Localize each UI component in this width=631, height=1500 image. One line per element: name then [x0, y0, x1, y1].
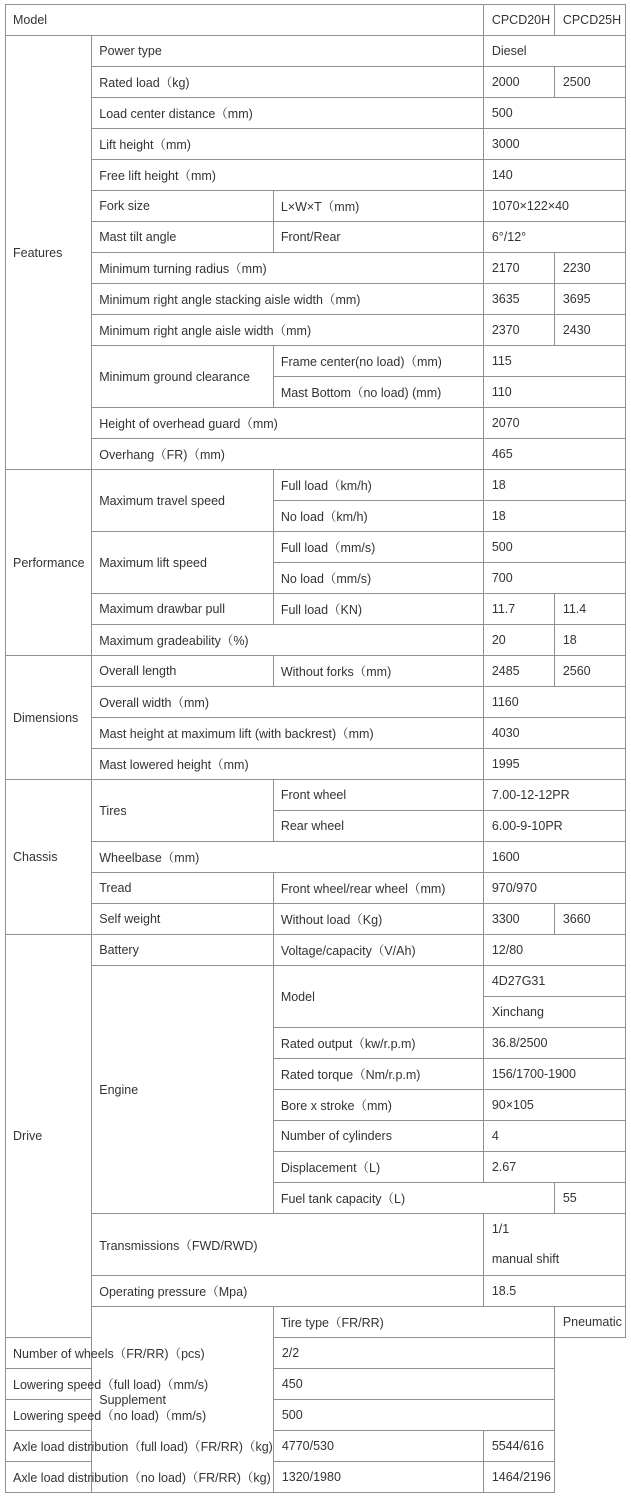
- spec-value: 156/1700-1900: [483, 1059, 625, 1090]
- spec-label: Maximum drawbar pull: [92, 594, 274, 625]
- table-row: [6, 315, 626, 346]
- spec-label: Maximum lift speed: [92, 532, 274, 594]
- spec-sublabel: Frame center(no load)（mm): [273, 346, 483, 377]
- table-row: [6, 1276, 626, 1307]
- spec-value: 1160: [483, 687, 625, 718]
- spec-label: Battery: [92, 935, 274, 966]
- table-row: [6, 966, 626, 997]
- spec-label: Maximum gradeability（%): [92, 625, 484, 656]
- spec-sublabel: No load（mm/s): [273, 563, 483, 594]
- spec-label: Free lift height（mm): [92, 160, 484, 191]
- group-dimensions: Dimensions: [6, 656, 92, 780]
- table-row: [6, 625, 626, 656]
- spec-label: Transmissions（FWD/RWD): [92, 1214, 484, 1276]
- spec-label: Lowering speed（full load)（mm/s): [6, 1369, 274, 1400]
- spec-label: Overall length: [92, 656, 274, 687]
- spec-sublabel: Number of cylinders: [273, 1121, 483, 1152]
- spec-value: 4D27G31: [483, 966, 625, 997]
- spec-value: 5544/616: [483, 1431, 554, 1462]
- spec-value: 6°/12°: [483, 222, 625, 253]
- spec-sublabel: Mast Bottom（no load) (mm): [273, 377, 483, 408]
- spec-value: 4: [483, 1121, 625, 1152]
- table-row: [6, 160, 626, 191]
- spec-value: 115: [483, 346, 625, 377]
- table-row: [6, 408, 626, 439]
- spec-label: Minimum right angle aisle width（mm): [92, 315, 484, 346]
- spec-value: 2560: [554, 656, 625, 687]
- spec-value: Xinchang: [483, 997, 625, 1028]
- spec-label: Tires: [92, 780, 274, 842]
- spec-value: 2/2: [273, 1338, 554, 1369]
- spec-sublabel: Front wheel/rear wheel（mm): [273, 873, 483, 904]
- spec-label: Operating pressure（Mpa): [92, 1276, 484, 1307]
- spec-label: Axle load distribution（no load)（FR/RR)（kg): [6, 1462, 274, 1493]
- table-row: [6, 749, 626, 780]
- table-row: [6, 935, 626, 966]
- table-row: [6, 1214, 626, 1276]
- spec-value: 700: [483, 563, 625, 594]
- spec-value: 18: [483, 470, 625, 501]
- spec-value: 1464/2196: [483, 1462, 554, 1493]
- spec-sublabel: Displacement（L): [273, 1152, 483, 1183]
- spec-value: 4770/530: [273, 1431, 483, 1462]
- spec-label: Axle load distribution（full load)（FR/RR)（kg): [6, 1431, 274, 1462]
- spec-value: 2485: [483, 656, 554, 687]
- spec-value: 3000: [483, 129, 625, 160]
- spec-sublabel: Rated output（kw/r.p.m): [273, 1028, 483, 1059]
- spec-label: Minimum turning radius（mm): [92, 253, 484, 284]
- spec-label: Overhang（FR)（mm): [92, 439, 484, 470]
- spec-value: 1995: [483, 749, 625, 780]
- spec-label: Self weight: [92, 904, 274, 935]
- spec-value: 1/1: [491, 1222, 510, 1236]
- table-row: [6, 718, 626, 749]
- spec-value: 1070×122×40: [483, 191, 625, 222]
- table-row: [6, 67, 626, 98]
- spec-label: Power type: [92, 36, 484, 67]
- spec-sublabel: Bore x stroke（mm): [273, 1090, 483, 1121]
- model-header-label: Model: [6, 5, 484, 36]
- group-drive: Drive: [6, 935, 92, 1338]
- table-row: [6, 129, 626, 160]
- spec-sublabel: No load（km/h): [273, 501, 483, 532]
- table-row: [6, 656, 626, 687]
- spec-value: 18: [483, 501, 625, 532]
- spec-value: 2430: [554, 315, 625, 346]
- spec-value: Pneumatic: [554, 1307, 625, 1338]
- group-chassis: Chassis: [6, 780, 92, 935]
- spec-value: 500: [483, 98, 625, 129]
- spec-value: 3695: [554, 284, 625, 315]
- spec-label: Load center distance（mm): [92, 98, 484, 129]
- model-header-cpcd20h: CPCD20H: [483, 5, 554, 36]
- spec-value: 20: [483, 625, 554, 656]
- spec-label: Overall width（mm): [92, 687, 484, 718]
- spec-value: 970/970: [483, 873, 625, 904]
- spec-value: 18: [554, 625, 625, 656]
- spec-value: 2230: [554, 253, 625, 284]
- spec-sublabel: Voltage/capacity（V/Ah): [273, 935, 483, 966]
- spec-label: Lowering speed（no load)（mm/s): [6, 1400, 274, 1431]
- table-row: [6, 594, 626, 625]
- spec-value: 11.4: [554, 594, 625, 625]
- spec-value-stack: [483, 1214, 625, 1276]
- spec-sublabel: L×W×T（mm): [273, 191, 483, 222]
- table-row: [6, 780, 626, 811]
- spec-value: 4030: [483, 718, 625, 749]
- spec-value: 2370: [483, 315, 554, 346]
- spec-sublabel: Rear wheel: [273, 811, 483, 842]
- spec-value: 12/80: [483, 935, 625, 966]
- spec-value: 2000: [483, 67, 554, 98]
- spec-value: 450: [273, 1369, 554, 1400]
- spec-label: Tread: [92, 873, 274, 904]
- table-row: [6, 98, 626, 129]
- spec-value: 465: [483, 439, 625, 470]
- table-row: [6, 470, 626, 501]
- spec-sublabel: Front/Rear: [273, 222, 483, 253]
- table-row: [6, 1338, 626, 1369]
- table-row: [6, 1462, 626, 1493]
- table-row: [6, 284, 626, 315]
- spec-label: Lift height（mm): [92, 129, 484, 160]
- table-row: [6, 439, 626, 470]
- spec-sublabel: Rated torque（Nm/r.p.m): [273, 1059, 483, 1090]
- spec-value: 2070: [483, 408, 625, 439]
- spec-label: Fork size: [92, 191, 274, 222]
- spec-value: 55: [554, 1183, 625, 1214]
- spec-value: manual shift: [491, 1252, 560, 1266]
- spec-sublabel: Model: [273, 966, 483, 1028]
- spec-label: Height of overhead guard（mm): [92, 408, 484, 439]
- spec-sublabel: Full load（mm/s): [273, 532, 483, 563]
- table-row: [6, 1307, 626, 1338]
- spec-value: 2.67: [483, 1152, 625, 1183]
- spec-value: 500: [483, 532, 625, 563]
- spec-value: 2170: [483, 253, 554, 284]
- table-row: [6, 532, 626, 563]
- spec-sublabel: Full load（km/h): [273, 470, 483, 501]
- spec-value: 90×105: [483, 1090, 625, 1121]
- spec-value: 3300: [483, 904, 554, 935]
- spec-label: Wheelbase（mm): [92, 842, 484, 873]
- spec-value: 1320/1980: [273, 1462, 483, 1493]
- spec-label: Minimum right angle stacking aisle width（mm): [92, 284, 484, 315]
- spec-label: Rated load（kg): [92, 67, 484, 98]
- spec-sublabel: Front wheel: [273, 780, 483, 811]
- spec-value: Diesel: [483, 36, 625, 67]
- spec-value: 110: [483, 377, 625, 408]
- spec-sublabel: Without forks（mm): [273, 656, 483, 687]
- spec-value: 11.7: [483, 594, 554, 625]
- spec-value: 6.00-9-10PR: [483, 811, 625, 842]
- spec-value: 140: [483, 160, 625, 191]
- spec-label: Fuel tank capacity（L): [273, 1183, 554, 1214]
- spec-sublabel: Full load（KN): [273, 594, 483, 625]
- spec-value: 1600: [483, 842, 625, 873]
- spec-value: 7.00-12-12PR: [483, 780, 625, 811]
- spec-label: Mast height at maximum lift (with backrest)（mm): [92, 718, 484, 749]
- table-row: [6, 36, 626, 67]
- table-row: [6, 253, 626, 284]
- spec-label: Mast lowered height（mm): [92, 749, 484, 780]
- spec-value: 3660: [554, 904, 625, 935]
- spec-label: Tire type（FR/RR): [273, 1307, 554, 1338]
- spec-label: Number of wheels（FR/RR)（pcs): [6, 1338, 274, 1369]
- table-row: [6, 904, 626, 935]
- table-row: [6, 5, 626, 36]
- spec-sublabel: Without load（Kg): [273, 904, 483, 935]
- table-row: [6, 687, 626, 718]
- spec-label: Mast tilt angle: [92, 222, 274, 253]
- spec-value: 36.8/2500: [483, 1028, 625, 1059]
- group-supplement: Supplement: [92, 1307, 274, 1493]
- table-row: [6, 1431, 626, 1462]
- spec-value: 2500: [554, 67, 625, 98]
- spec-value: 18.5: [483, 1276, 625, 1307]
- spec-label: Minimum ground clearance: [92, 346, 274, 408]
- table-row: [6, 191, 626, 222]
- spec-label: Engine: [92, 966, 274, 1214]
- table-row: [6, 842, 626, 873]
- model-header-cpcd25h: CPCD25H: [554, 5, 625, 36]
- group-features: Features: [6, 36, 92, 470]
- spec-value: 500: [273, 1400, 554, 1431]
- spec-table: [5, 4, 626, 1493]
- spec-label: Maximum travel speed: [92, 470, 274, 532]
- table-row: [6, 222, 626, 253]
- spec-value: 3635: [483, 284, 554, 315]
- table-row: [6, 346, 626, 377]
- group-performance: Performance: [6, 470, 92, 656]
- table-row: [6, 873, 626, 904]
